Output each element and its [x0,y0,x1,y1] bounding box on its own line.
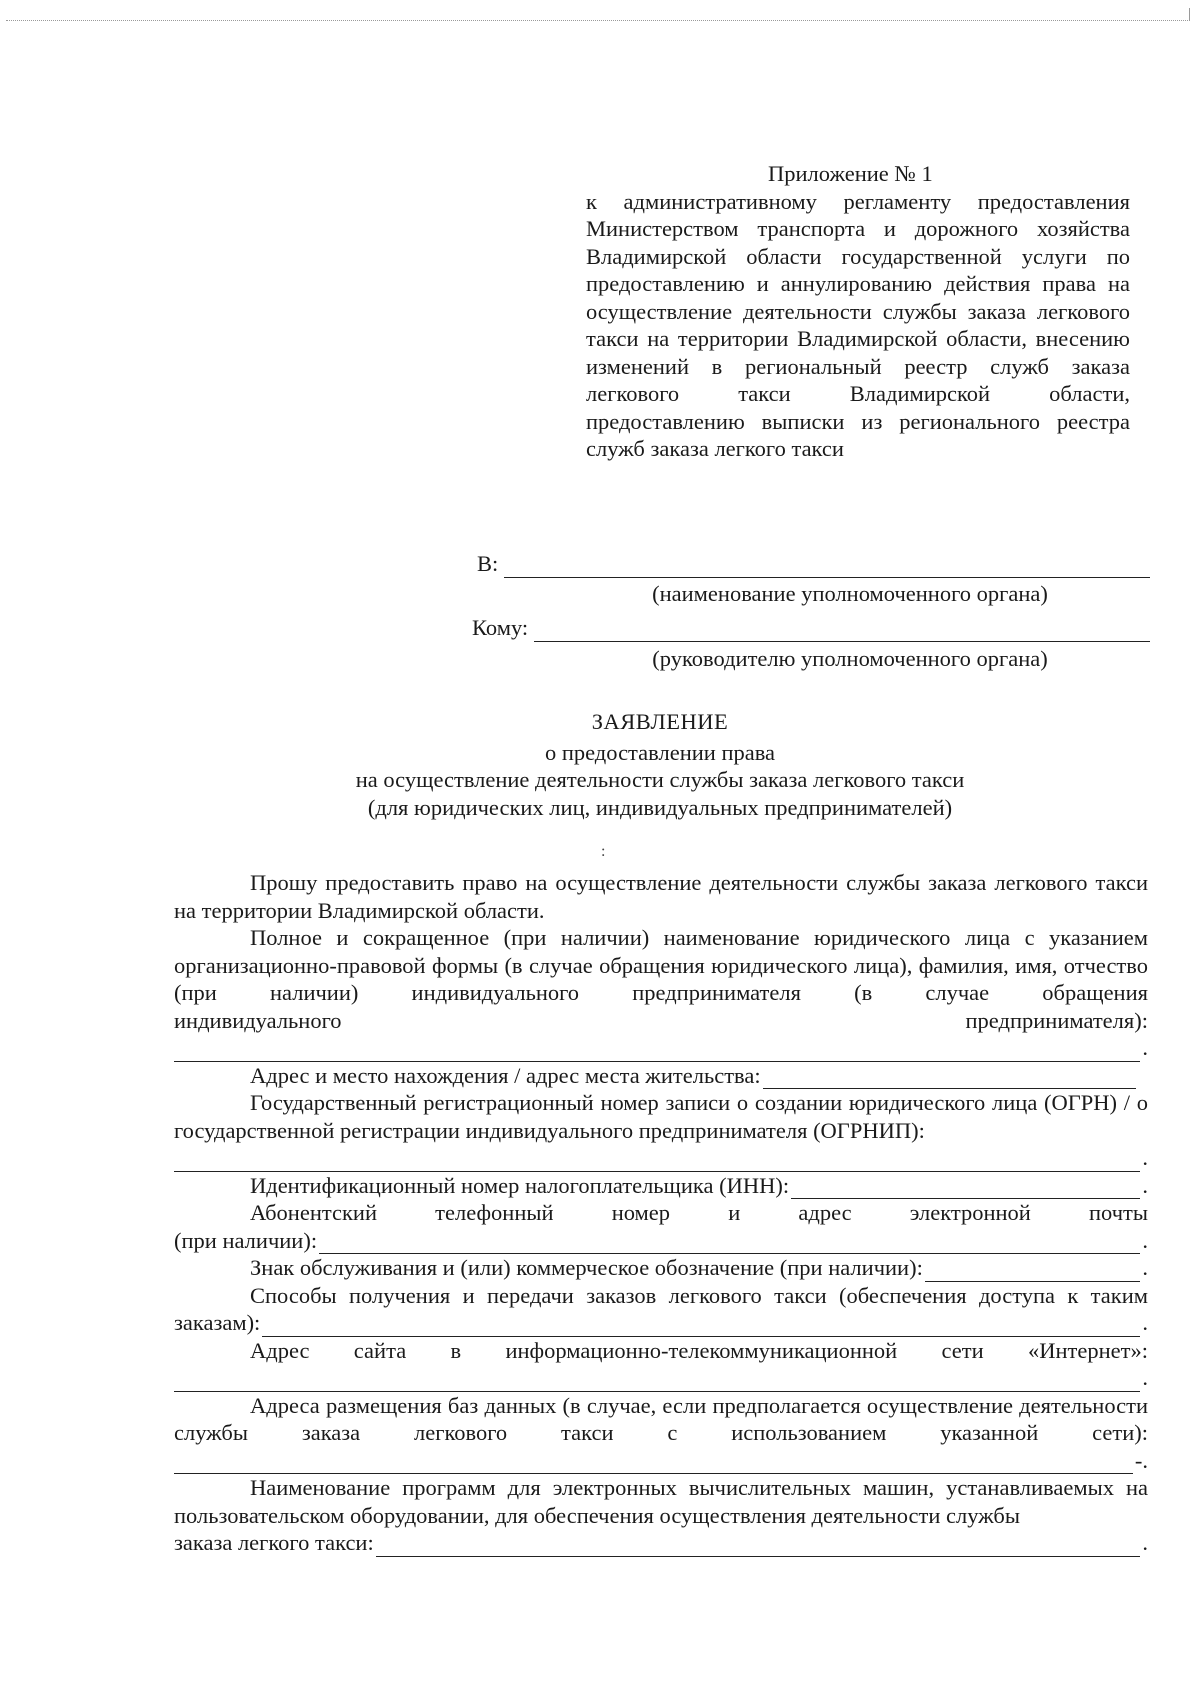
db-field[interactable] [174,1451,1133,1474]
methods-line: Способы получения и передачи заказов легкового такси (обеспечения доступа к таким [250,1282,1148,1308]
appendix-title: Приложение № 1 [768,161,933,186]
phone-line [174,1199,1148,1227]
methods-row [174,1309,1148,1337]
application-body [174,869,1148,1557]
site-row [174,1364,1148,1392]
phone-word: телефонный [435,1200,554,1225]
methods-field[interactable] [262,1314,1140,1337]
appendix-block [586,160,1130,463]
heading-line-3: (для юридических лиц, индивидуальных предпринимателей) [367,794,953,820]
methods-cont: заказам): [174,1310,261,1335]
db-end: -. [1134,1447,1148,1473]
brand-period: . [1142,1255,1148,1280]
ogrn-row [174,1144,1148,1172]
ogrn-period: . [1142,1145,1148,1170]
whom-field[interactable] [534,617,1150,642]
whom-caption: (руководителю уполномоченного органа) [652,646,1048,671]
address-label: Адрес и место нахождения / адрес места жительства: [250,1062,761,1088]
phone-row [174,1227,1148,1255]
scan-mark: : [601,843,606,860]
brand-row [174,1254,1148,1282]
name-row [174,1034,1148,1062]
application-title: ЗАЯВЛЕНИЕ [591,709,729,734]
heading-line-2: на осуществление деятельности службы заказа легкового такси [355,767,965,792]
address-field[interactable] [763,1066,1136,1089]
whom-label: Кому: [472,615,529,640]
to-field[interactable] [504,553,1150,578]
ogrn-field[interactable] [174,1149,1140,1172]
address-row [174,1062,1148,1090]
phone-word: электронной [909,1200,1031,1225]
to-label: В: [477,551,499,576]
name-last-line [174,1007,1148,1035]
phone-word: почты [1089,1200,1148,1225]
brand-field[interactable] [925,1259,1141,1282]
software-row [174,1529,1148,1557]
whom-row [472,614,1150,642]
appendix-text: к административному регламенту предоставления Министерством транспорта и дорожного хозяйства Владимирской области государственной услуги по предоставлению и аннулированию действия права на осуществление деятельности службы заказа легкового такси на территории Владимирской области, внесению изменений в региональный реестр служб заказа легкового такси Владимирской области, предоставлению выписки из регионального реестра служб заказа легкого такси [586,188,1130,461]
software-period: . [1142,1530,1148,1555]
software-field[interactable] [376,1534,1141,1557]
phone-word: Абонентский [250,1200,377,1225]
phone-period: . [1142,1227,1148,1253]
inn-label: Идентификационный номер налогоплательщика (ИНН): [250,1172,790,1198]
db-paragraph: Адреса размещения баз данных (в случае, если предполагается осуществление деятельности службы заказа легкового такси с использованием указанной сети): [174,1392,1148,1445]
inn-period: . [1142,1172,1148,1198]
phone-field[interactable] [319,1231,1140,1254]
phone-word: адрес [798,1200,852,1225]
site-word: сети [941,1337,984,1363]
site-word: информационно-телекоммуникационной [505,1337,898,1363]
name-paragraph: Полное и сокращенное (при наличии) наименование юридического лица с указанием организационно-правовой формы (в случае обращения юридического лица), фамилия, имя, отчество (при наличии) индивидуального предпринимателя (в случае обращения [174,925,1148,1005]
to-row [477,550,1150,578]
request-paragraph: Прошу предоставить право на осуществление деятельности службы заказа легкового такси на территории Владимирской области. [174,870,1148,923]
methods-period: . [1142,1310,1148,1335]
inn-field[interactable] [791,1176,1140,1199]
inn-row [174,1172,1148,1200]
scan-border-corner [1189,8,1190,20]
site-field[interactable] [174,1369,1140,1392]
name-field[interactable] [174,1039,1140,1062]
phone-cont: (при наличии): [174,1227,318,1253]
site-word: сайта [353,1337,407,1363]
site-line [174,1337,1148,1365]
software-paragraph: Наименование программ для электронных вычислительных машин, устанавливаемых на пользовательском оборудовании, для обеспечения осуществления деятельности службы [174,1475,1148,1528]
site-period: . [1142,1365,1148,1390]
site-word: Адрес [250,1337,310,1363]
name-last-right: предпринимателя): [965,1007,1148,1033]
brand-label: Знак обслуживания и (или) коммерческое обозначение (при наличии): [250,1255,923,1280]
site-word: «Интернет»: [1027,1337,1148,1363]
site-word: в [450,1337,462,1363]
application-heading [0,708,1200,821]
phone-word: и [728,1200,741,1225]
software-cont: заказа легкого такси: [174,1530,374,1555]
name-period: . [1142,1035,1148,1060]
phone-word: номер [611,1200,671,1225]
name-last-left: индивидуального [174,1007,342,1033]
ogrn-paragraph: Государственный регистрационный номер записи о создании юридического лица (ОГРН) / о государственной регистрации индивидуального предпринимателя (ОГРНИП): [174,1090,1148,1143]
to-caption: (наименование уполномоченного органа) [652,581,1048,606]
scan-top-border [6,20,1190,21]
db-row [174,1447,1148,1475]
heading-line-1: о предоставлении права [544,739,776,765]
